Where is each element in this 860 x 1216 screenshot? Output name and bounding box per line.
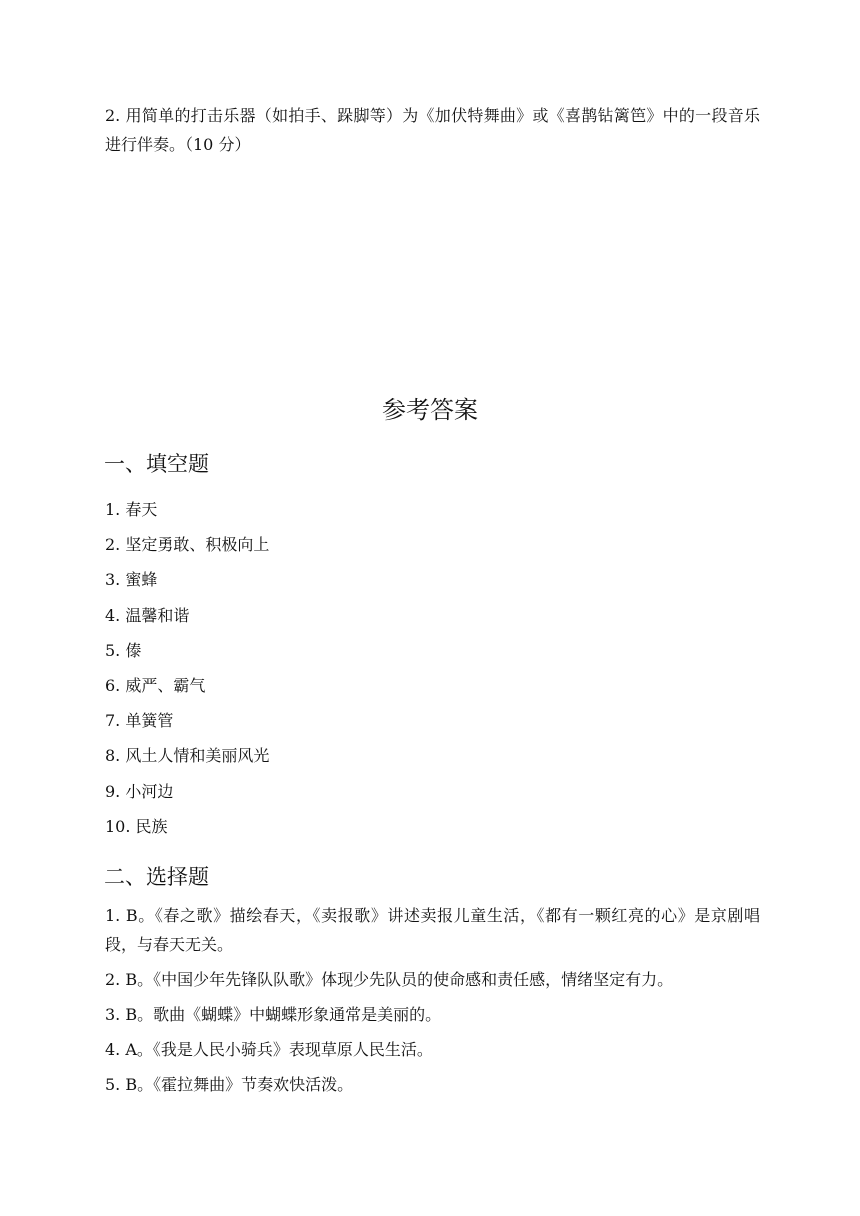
answers-title: 参考答案 — [382, 396, 478, 424]
choice-answer: 2. B。《中国少年先锋队队歌》体现少先队员的使命感和责任感，情绪坚定有力。 — [105, 970, 674, 989]
fill-blank-answer: 3. 蜜蜂 — [105, 570, 158, 590]
section-fill-blank-heading: 一、填空题 — [104, 452, 209, 476]
choice-answer: 5. B。《霍拉舞曲》节奏欢快活泼。 — [105, 1075, 354, 1094]
section-multiple-choice-heading: 二、选择题 — [104, 865, 209, 889]
fill-blank-answer: 6. 威严、霸气 — [105, 675, 206, 695]
fill-blank-answer-list — [105, 492, 269, 844]
fill-blank-answer: 7. 单簧管 — [105, 711, 174, 731]
fill-blank-answer: 2. 坚定勇敢、积极向上 — [105, 535, 270, 555]
fill-blank-answer: 1. 春天 — [105, 500, 158, 519]
fill-blank-answer: 10. 民族 — [105, 816, 168, 836]
choice-answer: 4. A。《我是人民小骑兵》表现草原人民生活。 — [105, 1040, 433, 1059]
question-2-text: 2. 用简单的打击乐器（如拍手、跺脚等）为《加伏特舞曲》或《喜鹊钻篱笆》中的一段音乐进行伴奏。（10 分） — [105, 106, 760, 154]
multiple-choice-answer-list — [105, 901, 760, 1105]
fill-blank-answer: 4. 温馨和谐 — [105, 605, 190, 625]
fill-blank-answer: 9. 小河边 — [105, 781, 174, 801]
choice-answer: 1. B。《春之歌》描绘春天，《卖报歌》讲述卖报儿童生活，《都有一颗红亮的心》是京剧唱段，与春天无关。 — [105, 906, 760, 954]
fill-blank-answer: 8. 风土人情和美丽风光 — [105, 746, 270, 766]
choice-answer: 3. B。歌曲《蝴蝶》中蝴蝶形象通常是美丽的。 — [105, 1005, 442, 1024]
fill-blank-answer: 5. 傣 — [105, 640, 142, 660]
